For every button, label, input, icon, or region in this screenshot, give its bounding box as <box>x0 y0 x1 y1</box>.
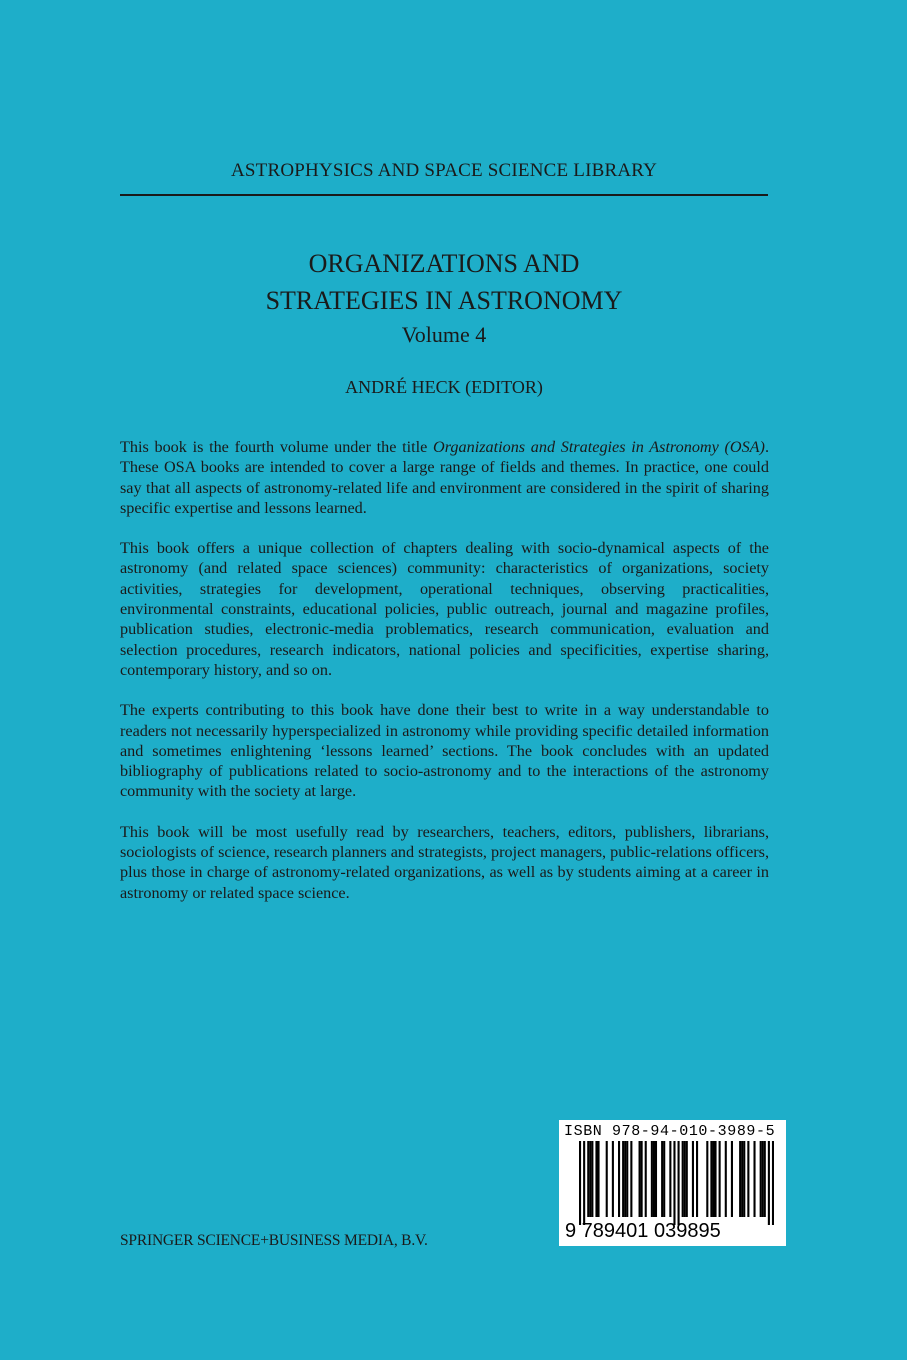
publisher-name: SPRINGER SCIENCE+BUSINESS MEDIA, B.V. <box>120 1232 428 1249</box>
barcode-bar <box>696 1141 698 1217</box>
isbn-barcode-block <box>559 1120 786 1246</box>
barcode-bar <box>579 1141 581 1225</box>
barcode-bar <box>714 1141 716 1217</box>
barcode-bar <box>661 1141 663 1217</box>
barcode-bar <box>595 1141 597 1217</box>
barcode-bar <box>673 1141 675 1225</box>
barcode-bar <box>768 1141 770 1225</box>
book-title-line2: STRATEGIES IN ASTRONOMY <box>265 286 623 315</box>
barcode-bar <box>606 1141 608 1217</box>
barcode-bar <box>743 1141 745 1217</box>
barcode-bar <box>731 1141 733 1217</box>
barcode-bar <box>686 1141 688 1217</box>
barcode-image <box>579 1141 774 1225</box>
barcode-bar <box>684 1141 686 1217</box>
barcode-bar <box>655 1141 657 1217</box>
barcode-bar <box>653 1141 655 1217</box>
barcode-bar <box>587 1141 589 1217</box>
barcode-bar <box>597 1141 599 1217</box>
barcode-bar <box>764 1141 766 1217</box>
barcode-bar <box>618 1141 620 1217</box>
barcode-bar <box>710 1141 712 1217</box>
description-paragraph-4: This book will be most usefully read by researchers, teachers, editors, publishers, librarians, sociologists of science, research planners and strategists, project managers, public-relations officers, plus those in charge of astronomy-related organizations, as well as by students aiming at a career in astronomy or related space science. <box>120 822 769 902</box>
barcode-bar <box>624 1141 626 1217</box>
description-paragraph-3: The experts contributing to this book have done their best to write in a way understandable to readers not necessarily hyperspecialized in astronomy while providing specific detailed information and sometimes enlightening ‘lessons learned’ sections. The book concludes with an updated bibliography of publications related to socio-astronomy and to the interactions of the astronomy community with the society at large. <box>120 701 769 801</box>
barcode-bar <box>706 1141 708 1217</box>
description <box>120 437 769 923</box>
barcode-bar <box>772 1141 774 1225</box>
ean-digits: 9 789401 039895 <box>565 1220 721 1242</box>
barcode-bar <box>747 1141 749 1217</box>
barcode-bar <box>651 1141 653 1217</box>
barcode-bar <box>753 1141 755 1217</box>
barcode-bar <box>719 1141 721 1217</box>
editor-credit: ANDRÉ HECK (EDITOR) <box>345 377 543 397</box>
barcode-bar <box>641 1141 643 1217</box>
barcode-bar <box>669 1141 671 1217</box>
barcode-bar <box>741 1141 743 1217</box>
barcode-bar <box>589 1141 591 1217</box>
barcode-bar <box>739 1141 741 1217</box>
description-paragraph-2: This book offers a unique collection of chapters dealing with socio-dynamical aspects of the astronomy (and related space sciences) community: characteristics of organizations, society activities, strategies for development, operational techniques, observing practicalities, environmental constraints, educational policies, public outreach, journal and magazine profiles, publication studies, electronic-media problematics, research communication, evaluation and selection procedures, research indicators, national policies and specificities, expertise sharing, contemporary history, and so on. <box>120 539 769 679</box>
volume-label: Volume 4 <box>401 322 487 347</box>
book-title <box>120 245 768 319</box>
barcode-bar <box>682 1141 684 1217</box>
barcode-bar <box>663 1141 665 1217</box>
barcode-bar <box>612 1141 614 1217</box>
series-title-italic: Organizations and Strategies in Astronomy (OSA) <box>433 438 765 456</box>
series-rule <box>120 194 768 196</box>
barcode-bar <box>626 1141 628 1217</box>
series-title: ASTROPHYSICS AND SPACE SCIENCE LIBRARY <box>230 160 658 181</box>
description-paragraph-1: This book is the fourth volume under the title Organizations and Strategies in Astronomy (OSA). These OSA books are intended to cover a large range of fields and themes. In practice, one could say that all aspects of astronomy-related life and environment are considered in the spirit of sharing specific expertise and lessons learned. <box>120 438 769 517</box>
barcode-bar <box>760 1141 762 1217</box>
barcode-bar <box>692 1141 694 1217</box>
book-title-line1: ORGANIZATIONS AND <box>308 249 580 278</box>
barcode-bar <box>622 1141 624 1217</box>
barcode-bar <box>630 1141 632 1217</box>
barcode-bar <box>712 1141 714 1217</box>
barcode-bar <box>645 1141 647 1217</box>
barcode-bar <box>762 1141 764 1217</box>
barcode-bar <box>583 1141 585 1225</box>
isbn-label: ISBN 978-94-010-3989-5 <box>564 1123 776 1140</box>
barcode-bar <box>725 1141 727 1217</box>
barcode-bar <box>591 1141 593 1217</box>
barcode-bar <box>639 1141 641 1217</box>
barcode-bar <box>678 1141 680 1225</box>
